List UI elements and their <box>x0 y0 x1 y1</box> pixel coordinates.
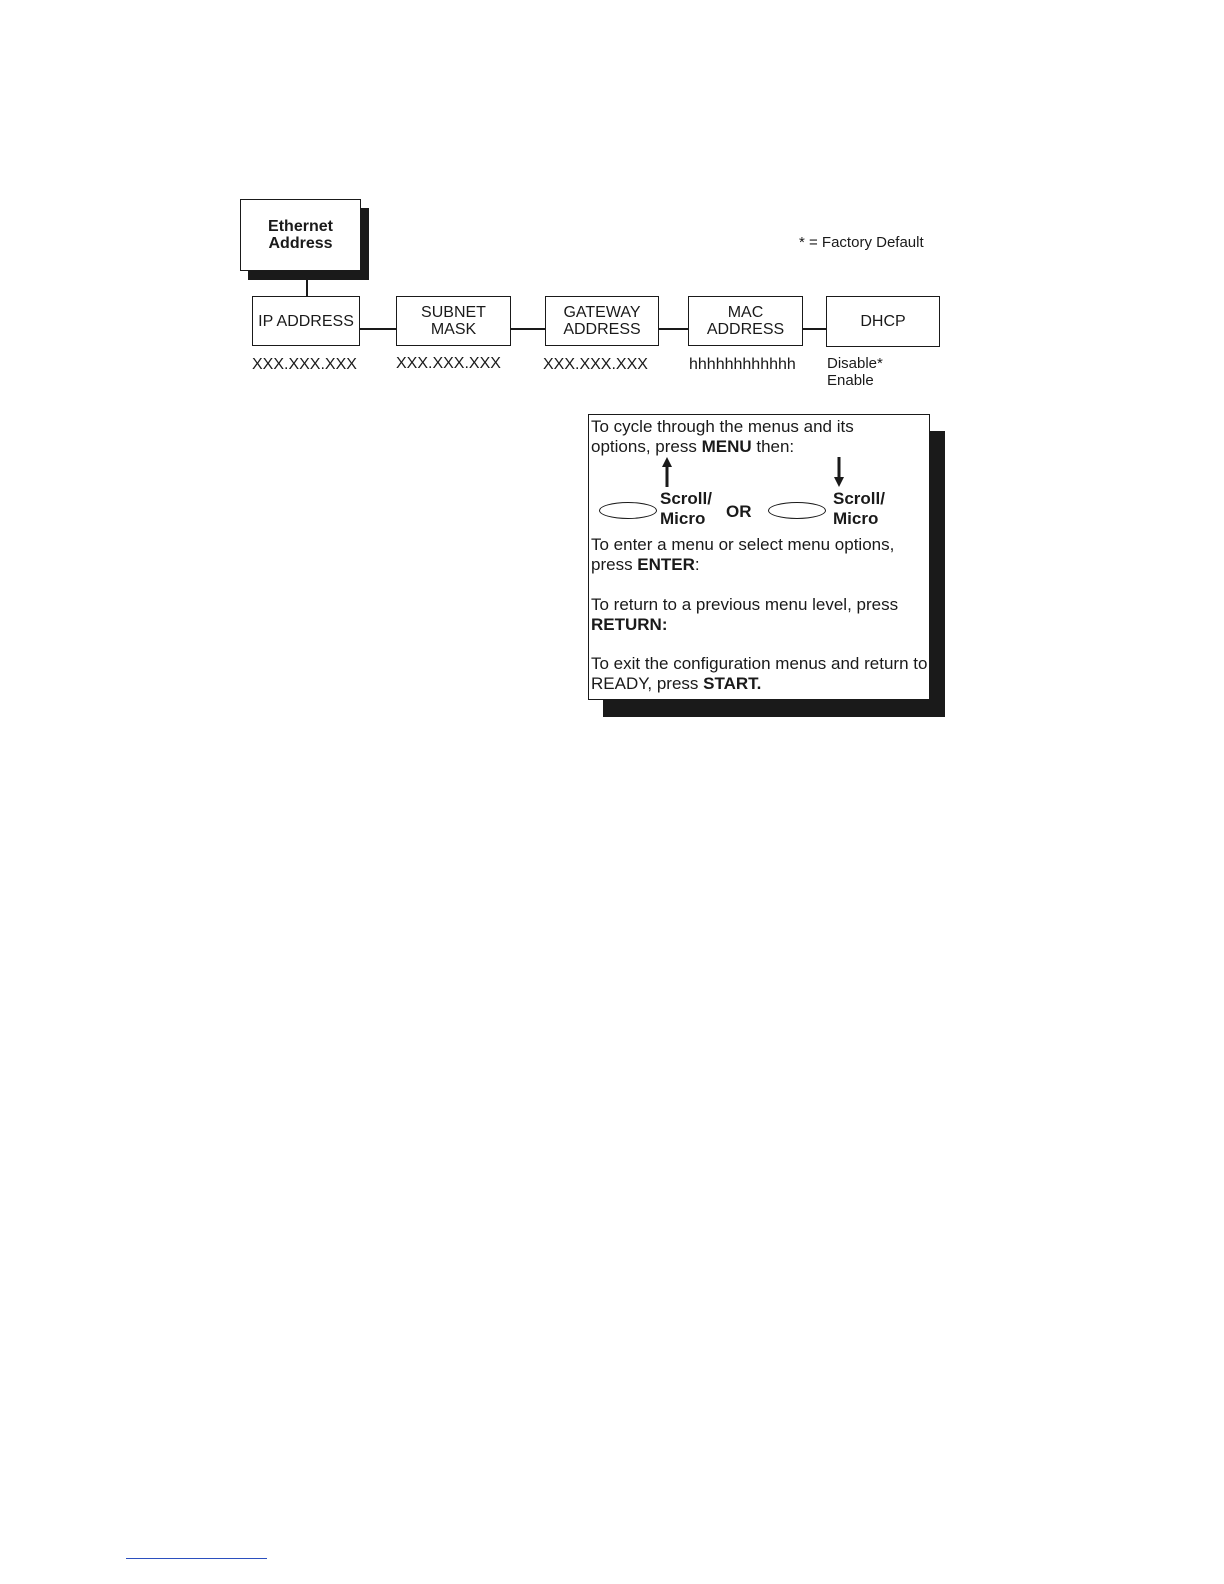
connector-4 <box>803 328 827 330</box>
mac-address-value: hhhhhhhhhhhh <box>689 356 796 373</box>
menu-key-label: MENU <box>701 437 752 456</box>
connector-2 <box>511 328 545 330</box>
scroll-up-key-icon <box>599 502 657 519</box>
mac-address-label: MAC ADDRESS <box>706 304 785 338</box>
factory-default-legend: * = Factory Default <box>799 234 924 251</box>
connector-1 <box>360 328 397 330</box>
gateway-address-value: XXX.XXX.XXX <box>543 356 648 373</box>
instruction-panel <box>588 414 930 700</box>
mac-address-box <box>688 296 803 346</box>
cycle-instruction: To cycle through the menus and its options, press MENU then: <box>591 417 854 456</box>
gateway-address-box <box>545 296 659 346</box>
ethernet-address-label: Ethernet Address <box>268 218 333 252</box>
up-arrow-icon <box>661 457 673 487</box>
footer-rule <box>126 1558 267 1559</box>
ethernet-address-box <box>240 199 361 271</box>
ip-address-value: XXX.XXX.XXX <box>252 356 357 373</box>
enter-key-label: ENTER <box>637 555 695 574</box>
dhcp-options: Disable* Enable <box>827 355 883 389</box>
exit-instruction: To exit the configuration menus and return to READY, press START. <box>591 654 928 693</box>
subnet-mask-label: SUBNET MASK <box>421 304 486 338</box>
dhcp-label: DHCP <box>860 313 906 330</box>
subnet-mask-box <box>396 296 511 346</box>
ip-address-box <box>252 296 360 346</box>
down-arrow-icon <box>833 457 845 487</box>
root-connector <box>306 271 308 296</box>
gateway-address-label: GATEWAY ADDRESS <box>563 304 641 338</box>
scroll-down-label: Scroll/ Micro <box>833 489 885 528</box>
return-key-label: RETURN: <box>591 615 668 634</box>
scroll-down-key-icon <box>768 502 826 519</box>
return-instruction: To return to a previous menu level, press RETURN: <box>591 595 899 634</box>
subnet-mask-value: XXX.XXX.XXX <box>396 355 501 372</box>
ip-address-label: IP ADDRESS <box>258 312 354 330</box>
enter-instruction: To enter a menu or select menu options, press ENTER: <box>591 535 895 574</box>
dhcp-box <box>826 296 940 347</box>
or-label: OR <box>726 502 752 521</box>
start-key-label: START. <box>703 674 762 693</box>
scroll-up-label: Scroll/ Micro <box>660 489 712 528</box>
connector-3 <box>659 328 688 330</box>
